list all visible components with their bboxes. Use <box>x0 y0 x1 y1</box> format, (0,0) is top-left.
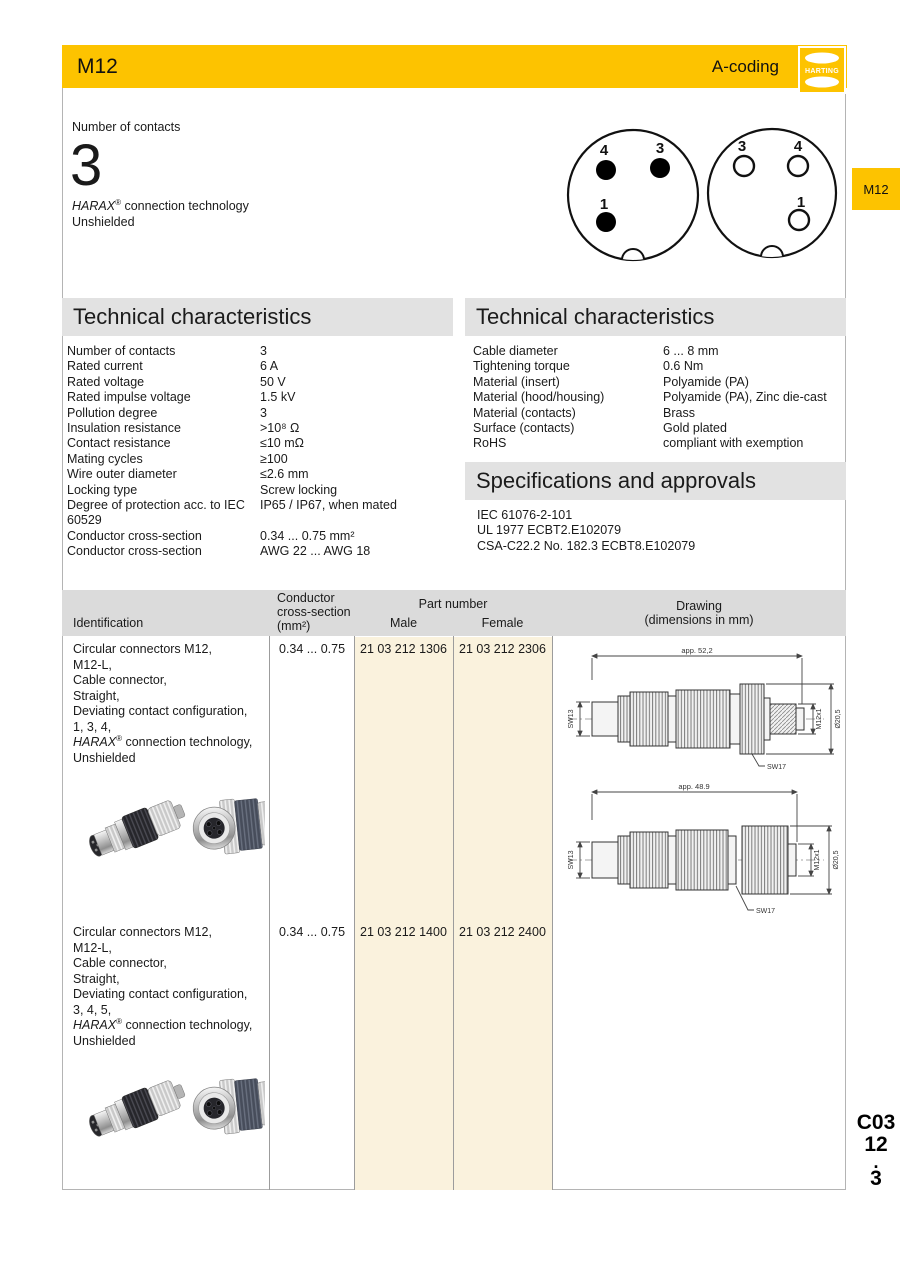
ident-line: Cable connector, <box>73 673 167 687</box>
registered-mark: ® <box>116 1016 122 1026</box>
ident-line: 1, 3, 4, <box>73 719 112 734</box>
product-photo <box>75 768 265 880</box>
spec-label: Degree of protection acc. to IEC 60529 <box>67 498 245 528</box>
approval-line: UL 1977 ECBT2.E102079 <box>477 523 622 538</box>
side-tab-label: M12 <box>863 181 889 197</box>
harting-logo-text: HARTING <box>805 68 839 75</box>
spec-row <box>473 359 843 374</box>
page-code-separator: . <box>873 1152 879 1172</box>
female-socket-1 <box>789 210 809 230</box>
spec-label: Rated current <box>67 359 143 374</box>
female-pin-label: 4 <box>793 138 803 155</box>
spec-label: Cable diameter <box>473 344 558 358</box>
ident-line: Cable connector, <box>73 956 167 970</box>
section-title: Specifications and approvals <box>476 468 757 493</box>
male-pin-4 <box>596 160 616 180</box>
spec-value: 3 <box>260 405 267 420</box>
col-header-line: cross-section <box>277 604 351 619</box>
spec-row <box>473 390 843 405</box>
spec-row <box>67 452 449 467</box>
spec-label: Number of contacts <box>67 344 176 358</box>
male-part-number: 21 03 212 1400 <box>360 925 447 939</box>
page-code <box>852 1112 900 1190</box>
identification-cell <box>73 925 265 1049</box>
male-pin-1 <box>596 212 616 232</box>
spec-label: Insulation resistance <box>67 421 181 436</box>
harax-rest: connection technology <box>120 199 249 214</box>
spec-label: Mating cycles <box>67 451 143 466</box>
spec-value: >10⁸ Ω <box>260 421 300 436</box>
spec-row <box>473 344 843 359</box>
col-header-part-number: Part number <box>418 597 488 611</box>
spec-value: Screw locking <box>260 482 338 497</box>
col-header-female: Female <box>481 616 524 630</box>
contact-arrangement-diagrams <box>560 122 852 274</box>
spec-value: 0.6 Nm <box>663 359 704 374</box>
harax-name: HARAX <box>72 199 116 214</box>
spec-row <box>473 436 843 451</box>
harax-line <box>72 199 402 214</box>
specs-title-band <box>465 462 846 500</box>
harax-name: HARAX <box>73 735 117 749</box>
page-code-line: 12 <box>864 1133 888 1156</box>
dim-thread: M12x1 <box>814 849 821 871</box>
col-header-line: Drawing <box>676 599 722 613</box>
female-connector-photo <box>190 795 265 857</box>
spec-value: AWG 22 ... AWG 18 <box>260 544 371 559</box>
female-pin-label: 3 <box>737 138 747 155</box>
cross-section-cell: 0.34 ... 0.75 <box>279 642 346 656</box>
spec-row <box>473 421 843 436</box>
side-tab-m12 <box>852 168 900 210</box>
harax-rest: connection technology, <box>121 1018 253 1032</box>
column-divider <box>269 636 270 1190</box>
registered-mark: ® <box>116 733 122 743</box>
spec-row <box>67 344 449 359</box>
dim-thread: M12x1 <box>816 708 823 730</box>
ident-line: M12-L, <box>73 940 112 955</box>
contacts-label: Number of contacts <box>72 120 181 134</box>
column-divider <box>453 636 454 1190</box>
product-photo <box>75 1048 265 1160</box>
technical-drawing-male <box>562 642 847 776</box>
spec-row <box>67 529 449 544</box>
spec-row <box>67 483 449 498</box>
spec-value: Gold plated <box>663 421 727 436</box>
page-code-line: 3 <box>870 1167 882 1190</box>
male-connector-photo <box>85 795 190 864</box>
male-connector-photo <box>85 1075 190 1144</box>
col-header-cross-section <box>277 592 351 633</box>
spec-label: Conductor cross-section <box>67 528 202 543</box>
ident-line: M12-L, <box>73 657 112 672</box>
tech-right-title-band <box>465 298 846 336</box>
section-title: Technical characteristics <box>73 304 312 329</box>
spec-label: Wire outer diameter <box>67 467 177 482</box>
spec-label: Conductor cross-section <box>67 544 202 559</box>
spec-value: ≤10 mΩ <box>260 436 304 451</box>
spec-row <box>67 375 449 390</box>
approval-line: IEC 61076-2-101 <box>477 508 573 522</box>
female-part-number: 21 03 212 2400 <box>459 925 546 939</box>
spec-row <box>67 544 449 559</box>
page-title: M12 <box>77 54 118 78</box>
header-bar <box>62 45 847 88</box>
column-divider <box>552 636 553 1190</box>
shielding-label: Unshielded <box>72 214 135 229</box>
harax-name: HARAX <box>73 1018 117 1032</box>
col-header-identification: Identification <box>73 616 144 630</box>
spec-value: 6 ... 8 mm <box>663 344 719 358</box>
ident-line: Deviating contact configuration, <box>73 704 248 718</box>
spec-row <box>67 467 449 482</box>
cross-section-cell: 0.34 ... 0.75 <box>279 925 346 939</box>
ident-line: Straight, <box>73 971 120 986</box>
tech-right-table <box>473 344 843 452</box>
spec-value: ≥100 <box>260 451 288 466</box>
spec-label: Locking type <box>67 482 138 497</box>
female-connector-photo <box>190 1075 265 1137</box>
approvals-list <box>477 508 837 554</box>
spec-label: Material (insert) <box>473 374 560 389</box>
spec-value: 6 A <box>260 359 279 374</box>
col-header-line: (mm²) <box>277 618 311 633</box>
spec-row <box>67 390 449 405</box>
spec-row <box>67 406 449 421</box>
spec-value: Polyamide (PA), Zinc die-cast <box>663 390 827 405</box>
female-pin-label: 1 <box>796 194 806 211</box>
female-face-diagram <box>708 129 836 268</box>
dim-overall-length: app. 48.9 <box>678 782 710 791</box>
dim-nut-wrench: SW17 <box>756 908 776 915</box>
ident-line: Unshielded <box>73 1033 136 1048</box>
female-socket-4 <box>788 156 808 176</box>
female-part-number: 21 03 212 2306 <box>459 642 546 656</box>
spec-row <box>67 498 449 529</box>
coding-label: A-coding <box>711 56 779 76</box>
col-header-line: (dimensions in mm) <box>644 612 754 627</box>
ident-line: Unshielded <box>73 750 136 765</box>
col-header-line: Conductor <box>277 591 335 605</box>
spec-value: Brass <box>663 405 695 420</box>
ident-line: Deviating contact configuration, <box>73 987 248 1001</box>
male-pin-label: 4 <box>599 142 609 159</box>
spec-value: IP65 / IP67, when mated <box>260 498 397 513</box>
contacts-count: 3 <box>70 133 103 199</box>
spec-value: Polyamide (PA) <box>663 374 749 389</box>
male-pin-3 <box>650 158 670 178</box>
spec-row <box>67 436 449 451</box>
spec-label: RoHS <box>473 436 507 451</box>
spec-label: Rated voltage <box>67 374 145 389</box>
column-divider <box>354 636 355 1190</box>
spec-value: 3 <box>260 344 267 358</box>
contacts-block <box>72 120 402 230</box>
spec-row <box>67 421 449 436</box>
technical-drawing-female <box>562 778 847 923</box>
dim-overall-length: app. 52,2 <box>681 646 713 655</box>
spec-value: 1.5 kV <box>260 390 296 405</box>
harting-logo-icon <box>800 48 844 92</box>
spec-label: Pollution degree <box>67 405 158 420</box>
spec-row <box>473 375 843 390</box>
harting-logo <box>798 46 846 94</box>
tech-left-table <box>67 344 449 560</box>
male-pin-label: 1 <box>599 196 609 213</box>
female-socket-3 <box>734 156 754 176</box>
male-pin-label: 3 <box>655 140 665 157</box>
spec-label: Surface (contacts) <box>473 421 575 436</box>
female-pn-column-bg <box>453 637 552 1190</box>
spec-label: Tightening torque <box>473 359 570 374</box>
dim-wrench-size: SW13 <box>568 709 575 729</box>
registered-mark: ® <box>115 198 121 208</box>
male-face-diagram <box>568 130 698 271</box>
spec-label: Contact resistance <box>67 436 171 451</box>
ident-line: Circular connectors M12, <box>73 925 212 939</box>
ident-line: Straight, <box>73 688 120 703</box>
male-pn-column-bg <box>354 637 453 1190</box>
ident-line-harax <box>73 735 265 751</box>
dim-wrench-size: SW13 <box>568 850 575 870</box>
spec-label: Material (hood/housing) <box>473 390 605 405</box>
spec-row <box>473 406 843 421</box>
tech-left-title-band <box>62 298 453 336</box>
identification-cell <box>73 642 265 766</box>
spec-value: compliant with exemption <box>663 436 804 451</box>
dim-diameter: Ø20,5 <box>833 850 840 870</box>
spec-value: 50 V <box>260 374 286 389</box>
page-code-line: C03 <box>856 1111 896 1134</box>
spec-label: Material (contacts) <box>473 405 576 420</box>
col-header-drawing <box>552 600 846 628</box>
ident-line: Circular connectors M12, <box>73 642 212 656</box>
dim-diameter: Ø20,5 <box>835 709 842 729</box>
approval-line: CSA-C22.2 No. 182.3 ECBT8.E102079 <box>477 538 696 553</box>
col-header-male: Male <box>389 616 418 630</box>
spec-label: Rated impulse voltage <box>67 390 191 405</box>
dim-nut-wrench: SW17 <box>767 764 787 771</box>
male-part-number: 21 03 212 1306 <box>360 642 447 656</box>
spec-value: 0.34 ... 0.75 mm² <box>260 528 355 543</box>
ident-line: 3, 4, 5, <box>73 1002 112 1017</box>
ident-line-harax <box>73 1018 265 1034</box>
spec-value: ≤2.6 mm <box>260 467 309 482</box>
harax-rest: connection technology, <box>121 735 253 749</box>
section-title: Technical characteristics <box>476 304 715 329</box>
spec-row <box>67 359 449 374</box>
